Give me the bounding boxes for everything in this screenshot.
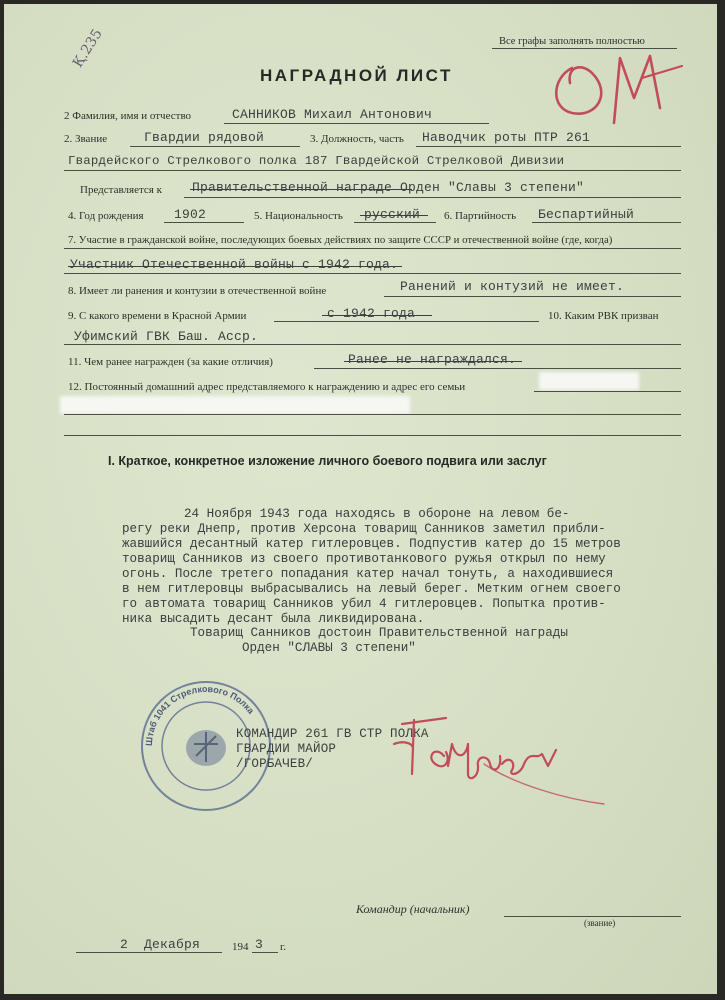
date-year-digit: 3 [255, 937, 264, 952]
presented-value: Правительственной награде Орден "Славы 3 степени" [192, 180, 585, 195]
stamp-text: Штаб 1041 Стрелкового Полка [143, 683, 257, 747]
narrative-line-3: жавшийся десантный катер гитлеровцев. Подпустив катер до 15 метров [122, 537, 621, 551]
page-title: НАГРАДНОЙ ЛИСТ [260, 66, 453, 85]
date-year-suffix: г. [280, 941, 287, 953]
date-year-prefix: 194 [232, 941, 249, 953]
nationality-strike [360, 215, 428, 216]
war-strike [68, 266, 402, 267]
field-rank-value: Гвардии рядовой [144, 130, 265, 145]
redacted-address-1 [539, 372, 639, 390]
field-nationality-line [354, 222, 436, 223]
field-position-value: Наводчик роты ПТР 261 [422, 130, 591, 145]
date-line [76, 952, 222, 953]
signatory-line-3: /ГОРБАЧЕВ/ [236, 757, 314, 771]
field-war-label: 7. Участие в гражданской войне, последующих боевых действиях по защите СССР и отечественной войне (где, когда) [68, 234, 613, 246]
signatory-line-1: КОМАНДИР 261 ГВ СТР ПОЛКА [236, 727, 429, 741]
field-rvk-label: 10. Каким РВК призван [548, 310, 659, 322]
field-war-line2 [64, 273, 681, 274]
field-army-since-line [274, 321, 539, 322]
field-unit-value: Гвардейского Стрелкового полка 187 Гвардейской Стрелковой Дивизии [68, 154, 565, 168]
red-signature-top-icon [532, 38, 692, 133]
field-wounds-label: 8. Имеет ли ранения и контузии в отечественной войне [68, 285, 327, 297]
field-prior-awards-value: Ранее не награждался. [348, 352, 517, 367]
section-heading: I. Краткое, конкретное изложение личного боевого подвига или заслуг [108, 454, 547, 468]
narrative-line-5: огонь. После третего попадания катер начал тонуть, а находившиеся [122, 567, 614, 581]
field-rank-label: 2. Звание [64, 133, 108, 145]
field-birth-label: 4. Год рождения [68, 210, 144, 222]
narrative-line-2: регу реки Днепр, против Херсона товарищ Санников заметил прибли- [122, 522, 606, 536]
redacted-address-2 [60, 396, 410, 414]
field-army-since-value: с 1942 года [327, 306, 416, 321]
date-year-line [252, 952, 278, 953]
date-month: Декабря [144, 937, 201, 952]
field-position-label: 3. Должность, часть [310, 133, 404, 145]
field-name-value: САННИКОВ Михаил Антонович [232, 107, 433, 122]
presented-strike [190, 189, 412, 190]
red-handwritten-signature-icon [384, 704, 624, 814]
field-rvk-line [64, 344, 681, 345]
narrative-line-8: ника высадить десант была ликвидирована. [122, 612, 425, 626]
field-war-line1 [64, 248, 681, 249]
field-address-label: 12. Постоянный домашний адрес представляемого к награждению и адрес его семьи [68, 381, 466, 393]
field-party-line [532, 222, 681, 223]
field-address-line1 [534, 391, 681, 392]
rank-label: (звание) [584, 918, 616, 928]
field-army-since-label: 9. С какого времени в Красной Армии [68, 310, 247, 322]
commander-line [504, 916, 681, 917]
field-wounds-line [384, 296, 681, 297]
army-since-strike [322, 315, 432, 316]
field-nationality-value: русский [364, 207, 421, 222]
field-rank-line [130, 146, 300, 147]
field-war-value: Участник Отечественной войны с 1942 года. [70, 257, 399, 272]
field-address-line3 [64, 435, 681, 436]
field-position-line [416, 146, 681, 147]
narrative-line-1: 24 Ноября 1943 года находясь в обороне на левом бе- [184, 507, 570, 521]
narrative-line-4: товарищ Санников из своего противотанкового ружья открыл по нему [122, 552, 606, 566]
field-prior-awards-line [314, 368, 681, 369]
fill-all-note: Все графы заполнять полностью [499, 36, 645, 47]
narrative-line-6: в нем гитлеровцы выбрасывались на левый берег. Метким огнем своего [122, 582, 621, 596]
field-prior-awards-label: 11. Чем ранее награжден (за какие отличия) [68, 356, 273, 368]
field-address-line2 [64, 414, 681, 415]
presented-label: Представляется к [80, 184, 162, 196]
commander-label: Командир (начальник) [356, 902, 470, 916]
narrative-line-9: Товарищ Санников достоин Правительственной награды [190, 626, 568, 640]
corner-number: Қ.235 [70, 26, 106, 71]
field-nationality-label: 5. Национальность [254, 210, 343, 222]
date-day: 2 [120, 937, 129, 952]
field-name-line [224, 123, 489, 124]
signatory-line-2: ГВАРДИИ МАЙОР [236, 742, 337, 756]
narrative-line-10: Орден "СЛАВЫ 3 степени" [242, 641, 416, 655]
field-rvk-value: Уфимский ГВК Баш. Асср. [74, 329, 259, 344]
prior-awards-strike [344, 361, 522, 362]
award-sheet [4, 4, 717, 994]
narrative-line-7: го автомата товарищ Санников убил 4 гитлеровцев. Попытка против- [122, 597, 606, 611]
presented-line [184, 197, 681, 198]
field-wounds-value: Ранений и контузий не имеет. [400, 279, 625, 294]
field-party-value: Беспартийный [538, 207, 635, 222]
field-birth-line [164, 222, 244, 223]
field-name-label: 2 Фамилия, имя и отчество [64, 110, 192, 122]
field-unit-line [64, 170, 681, 171]
field-party-label: 6. Партийность [444, 210, 517, 222]
field-birth-value: 1902 [174, 207, 207, 222]
